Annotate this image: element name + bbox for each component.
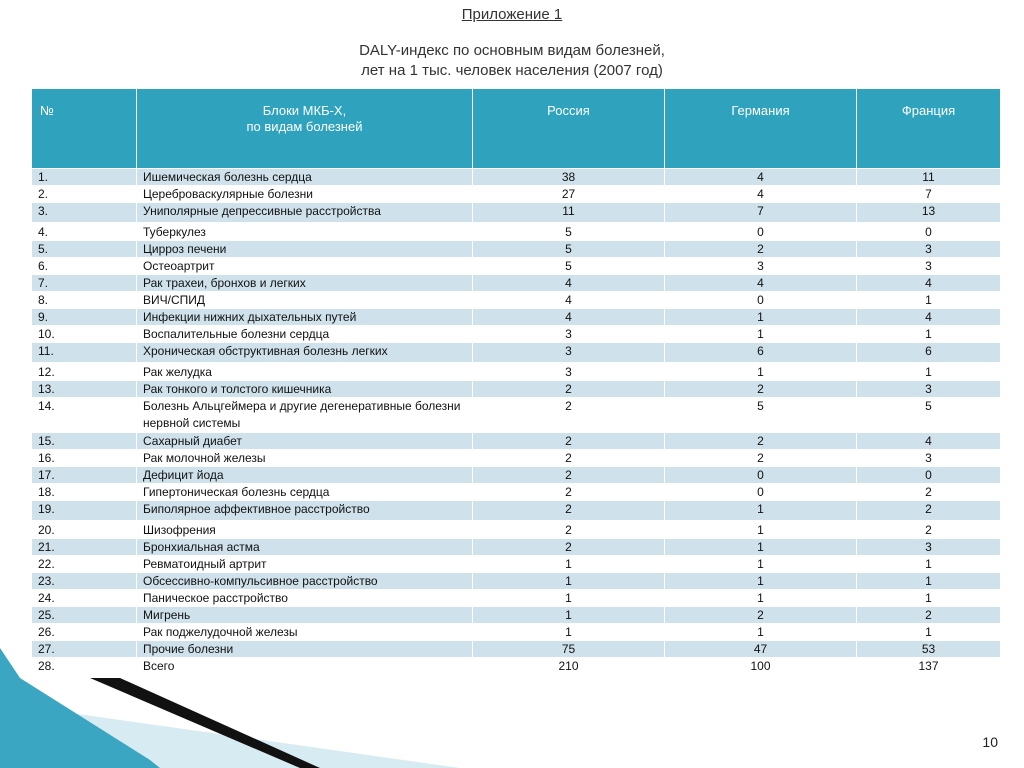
value-france: 2	[857, 501, 1001, 522]
col-header-france: Франция	[857, 89, 1001, 169]
row-number: 16.	[32, 450, 137, 467]
value-germany: 1	[665, 556, 857, 573]
value-germany: 3	[665, 258, 857, 275]
table-header-row	[32, 89, 1001, 169]
value-germany: 47	[665, 641, 857, 658]
row-number: 20.	[32, 521, 137, 539]
value-germany: 1	[665, 573, 857, 590]
disease-name: Дефицит йода	[137, 467, 473, 484]
value-germany: 4	[665, 169, 857, 186]
value-france: 1	[857, 556, 1001, 573]
value-germany: 2	[665, 433, 857, 450]
value-russia: 27	[473, 186, 665, 203]
table-row	[32, 521, 1001, 539]
row-number: 13.	[32, 381, 137, 398]
value-russia: 1	[473, 556, 665, 573]
value-france: 2	[857, 521, 1001, 539]
value-germany: 1	[665, 309, 857, 326]
row-number: 5.	[32, 241, 137, 258]
value-france: 11	[857, 169, 1001, 186]
value-russia: 1	[473, 590, 665, 607]
disease-name: Инфекции нижних дыхательных путей	[137, 309, 473, 326]
value-germany: 5	[665, 398, 857, 433]
disease-name: Болезнь Альцгеймера и другие дегенеративные болезни нервной системы	[137, 398, 473, 433]
value-france: 1	[857, 363, 1001, 381]
disease-name: Гипертоническая болезнь сердца	[137, 484, 473, 501]
row-number: 10.	[32, 326, 137, 343]
disease-name: Обсессивно-компульсивное расстройство	[137, 573, 473, 590]
table-row	[32, 258, 1001, 275]
value-france: 2	[857, 607, 1001, 624]
table-row	[32, 241, 1001, 258]
table-body	[32, 169, 1001, 675]
row-number: 3.	[32, 203, 137, 224]
value-france: 3	[857, 258, 1001, 275]
disease-name: Рак тонкого и толстого кишечника	[137, 381, 473, 398]
row-number: 11.	[32, 343, 137, 364]
table-row	[32, 450, 1001, 467]
disease-name: Цереброваскулярные болезни	[137, 186, 473, 203]
value-france: 3	[857, 539, 1001, 556]
disease-name: Рак трахеи, бронхов и легких	[137, 275, 473, 292]
value-france: 3	[857, 450, 1001, 467]
corner-decoration	[0, 648, 460, 768]
value-germany: 1	[665, 624, 857, 641]
row-number: 26.	[32, 624, 137, 641]
value-russia: 5	[473, 241, 665, 258]
value-russia: 75	[473, 641, 665, 658]
disease-name: Туберкулез	[137, 223, 473, 241]
disease-name: Ревматоидный артрит	[137, 556, 473, 573]
table-row	[32, 590, 1001, 607]
disease-name: Цирроз печени	[137, 241, 473, 258]
table-row	[32, 433, 1001, 450]
disease-name: Биполярное аффективное расстройство	[137, 501, 473, 522]
disease-name: Остеоартрит	[137, 258, 473, 275]
disease-name: Униполярные депрессивные расстройства	[137, 203, 473, 224]
value-germany: 100	[665, 658, 857, 675]
table-row	[32, 309, 1001, 326]
row-number: 1.	[32, 169, 137, 186]
row-number: 6.	[32, 258, 137, 275]
col-header-disease	[137, 89, 473, 169]
row-number: 8.	[32, 292, 137, 309]
value-russia: 2	[473, 381, 665, 398]
value-france: 5	[857, 398, 1001, 433]
row-number: 21.	[32, 539, 137, 556]
value-russia: 4	[473, 275, 665, 292]
disease-name: ВИЧ/СПИД	[137, 292, 473, 309]
value-france: 0	[857, 223, 1001, 241]
value-france: 1	[857, 292, 1001, 309]
row-number: 18.	[32, 484, 137, 501]
value-russia: 2	[473, 539, 665, 556]
row-number: 9.	[32, 309, 137, 326]
value-germany: 6	[665, 343, 857, 364]
value-germany: 2	[665, 381, 857, 398]
table-row	[32, 292, 1001, 309]
value-france: 53	[857, 641, 1001, 658]
value-russia: 5	[473, 258, 665, 275]
value-france: 6	[857, 343, 1001, 364]
value-russia: 3	[473, 343, 665, 364]
value-germany: 1	[665, 326, 857, 343]
value-germany: 1	[665, 501, 857, 522]
value-germany: 7	[665, 203, 857, 224]
value-france: 13	[857, 203, 1001, 224]
disease-name: Рак поджелудочной железы	[137, 624, 473, 641]
value-germany: 4	[665, 186, 857, 203]
row-number: 19.	[32, 501, 137, 522]
value-france: 4	[857, 275, 1001, 292]
value-russia: 4	[473, 292, 665, 309]
value-france: 7	[857, 186, 1001, 203]
row-number: 28.	[32, 658, 137, 675]
value-germany: 2	[665, 450, 857, 467]
row-number: 17.	[32, 467, 137, 484]
col-header-germany: Германия	[665, 89, 857, 169]
value-germany: 2	[665, 607, 857, 624]
row-number: 12.	[32, 363, 137, 381]
col-header-disease-line1: Блоки МКБ-X,	[262, 103, 347, 118]
disease-name: Шизофрения	[137, 521, 473, 539]
table-row	[32, 169, 1001, 186]
value-france: 0	[857, 467, 1001, 484]
table-row	[32, 275, 1001, 292]
value-russia: 1	[473, 624, 665, 641]
value-russia: 2	[473, 398, 665, 433]
title-line-1: DALY-индекс по основным видам болезней,	[359, 42, 665, 59]
row-number: 22.	[32, 556, 137, 573]
table-row	[32, 363, 1001, 381]
value-russia: 2	[473, 521, 665, 539]
value-russia: 2	[473, 433, 665, 450]
table-row	[32, 556, 1001, 573]
value-germany: 0	[665, 484, 857, 501]
value-germany: 1	[665, 590, 857, 607]
table-row	[32, 381, 1001, 398]
table-row	[32, 398, 1001, 433]
disease-name: Ишемическая болезнь сердца	[137, 169, 473, 186]
row-number: 14.	[32, 398, 137, 433]
value-russia: 2	[473, 467, 665, 484]
value-russia: 3	[473, 326, 665, 343]
col-header-disease-line2: по видам болезней	[246, 119, 363, 134]
value-russia: 3	[473, 363, 665, 381]
disease-name: Сахарный диабет	[137, 433, 473, 450]
disease-name: Всего	[137, 658, 473, 675]
value-germany: 1	[665, 363, 857, 381]
row-number: 4.	[32, 223, 137, 241]
value-russia: 1	[473, 607, 665, 624]
table-row	[32, 607, 1001, 624]
value-france: 1	[857, 624, 1001, 641]
table-row	[32, 326, 1001, 343]
title-line-2: лет на 1 тыс. человек населения (2007 год)	[361, 62, 663, 79]
value-germany: 2	[665, 241, 857, 258]
disease-name: Хроническая обструктивная болезнь легких	[137, 343, 473, 364]
daly-table	[31, 88, 1001, 675]
value-france: 3	[857, 241, 1001, 258]
value-russia: 5	[473, 223, 665, 241]
disease-name: Прочие болезни	[137, 641, 473, 658]
value-france: 1	[857, 590, 1001, 607]
disease-name: Бронхиальная астма	[137, 539, 473, 556]
appendix-label: Приложение 1	[461, 6, 563, 23]
disease-name: Воспалительные болезни сердца	[137, 326, 473, 343]
row-number: 25.	[32, 607, 137, 624]
value-france: 1	[857, 573, 1001, 590]
table-row	[32, 467, 1001, 484]
value-germany: 0	[665, 467, 857, 484]
disease-name: Мигрень	[137, 607, 473, 624]
row-number: 27.	[32, 641, 137, 658]
value-russia: 2	[473, 484, 665, 501]
row-number: 7.	[32, 275, 137, 292]
value-russia: 38	[473, 169, 665, 186]
row-number: 24.	[32, 590, 137, 607]
disease-name: Рак желудка	[137, 363, 473, 381]
value-france: 4	[857, 433, 1001, 450]
row-number: 2.	[32, 186, 137, 203]
table-row	[32, 343, 1001, 364]
table-row	[32, 186, 1001, 203]
row-number: 23.	[32, 573, 137, 590]
row-number: 15.	[32, 433, 137, 450]
value-france: 1	[857, 326, 1001, 343]
table-row	[32, 203, 1001, 224]
value-france: 4	[857, 309, 1001, 326]
value-germany: 0	[665, 292, 857, 309]
value-germany: 1	[665, 539, 857, 556]
value-germany: 4	[665, 275, 857, 292]
value-russia: 1	[473, 573, 665, 590]
value-germany: 1	[665, 521, 857, 539]
table-row	[32, 484, 1001, 501]
col-header-number: №	[32, 89, 137, 169]
table-row	[32, 501, 1001, 522]
col-header-russia: Россия	[473, 89, 665, 169]
value-france: 3	[857, 381, 1001, 398]
value-germany: 0	[665, 223, 857, 241]
page-number: 10	[982, 734, 998, 750]
table-row	[32, 624, 1001, 641]
value-france: 2	[857, 484, 1001, 501]
disease-name: Паническое расстройство	[137, 590, 473, 607]
value-russia: 4	[473, 309, 665, 326]
value-france: 137	[857, 658, 1001, 675]
table-row	[32, 539, 1001, 556]
value-russia: 2	[473, 501, 665, 522]
table-row	[32, 573, 1001, 590]
value-russia: 11	[473, 203, 665, 224]
value-russia: 2	[473, 450, 665, 467]
disease-name: Рак молочной железы	[137, 450, 473, 467]
value-russia: 210	[473, 658, 665, 675]
table-row	[32, 223, 1001, 241]
